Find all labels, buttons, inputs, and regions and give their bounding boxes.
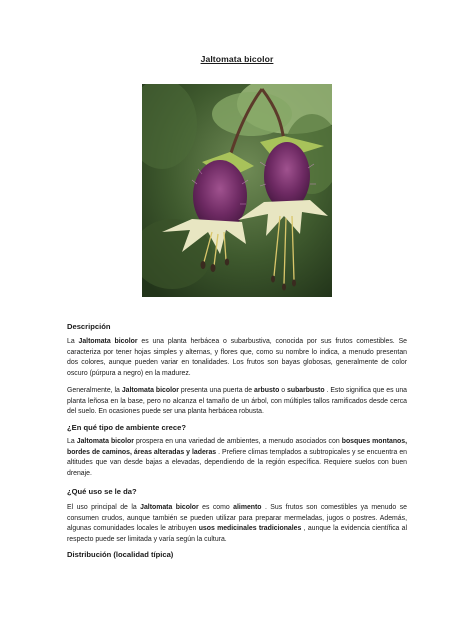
paragraph-descripcion-1: La Jaltomata bicolor es una planta herbácea o subarbustiva, conocida por sus frutos comestibles. Se caracteriza por tener hojas simples y alternas, y flores que, como su nombre lo indica, a menudo presentan dos colores, aunque pueden variar en tonalidades. Los frutos son bayas globosas, generalmente de color oscuro (púrpura a negro) en la madurez. — [67, 338, 407, 377]
document-title: Jaltomata bicolor — [200, 54, 274, 64]
plant-photo — [142, 84, 332, 297]
paragraph-uso-1: El uso principal de la Jaltomata bicolor es como alimento . Sus frutos son comestibles ya menudo se consumen crudos, aunque también se pueden utilizar para preparar mermeladas, jugos o postres. Además, algunas comunidades locales le atribuyen usos medicinales tradicionales , aunque la evidencia científica al respecto puede ser limitada y varía según la cultura. — [67, 504, 407, 543]
section-heading-distribucion: Distribución (localidad típica) — [67, 550, 174, 559]
paragraph-ambiente-1: La Jaltomata bicolor prospera en una variedad de ambientes, a menudo asociados con bosques montanos, bordes de caminos, áreas alteradas y laderas . Prefiere climas templados a subtropicales y se encuentra en altitudes que van desde bajas a elevadas, dependiendo de la región específica. Requiere suelos con buen drenaje. — [67, 438, 407, 477]
section-heading-uso: ¿Qué uso se le da? — [67, 487, 137, 496]
section-heading-ambiente: ¿En qué tipo de ambiente crece? — [67, 423, 186, 432]
section-heading-descripcion: Descripción — [67, 322, 111, 331]
paragraph-descripcion-2: Generalmente, la Jaltomata bicolor presenta una puerta de arbusto o subarbusto . Esto significa que es una planta leñosa en la base, pero no alcanza el tamaño de un árbol, con múltiples tallos ramificados desde cerca del suelo. En ocasiones puede ser una planta herbácea robusta. — [67, 387, 407, 416]
